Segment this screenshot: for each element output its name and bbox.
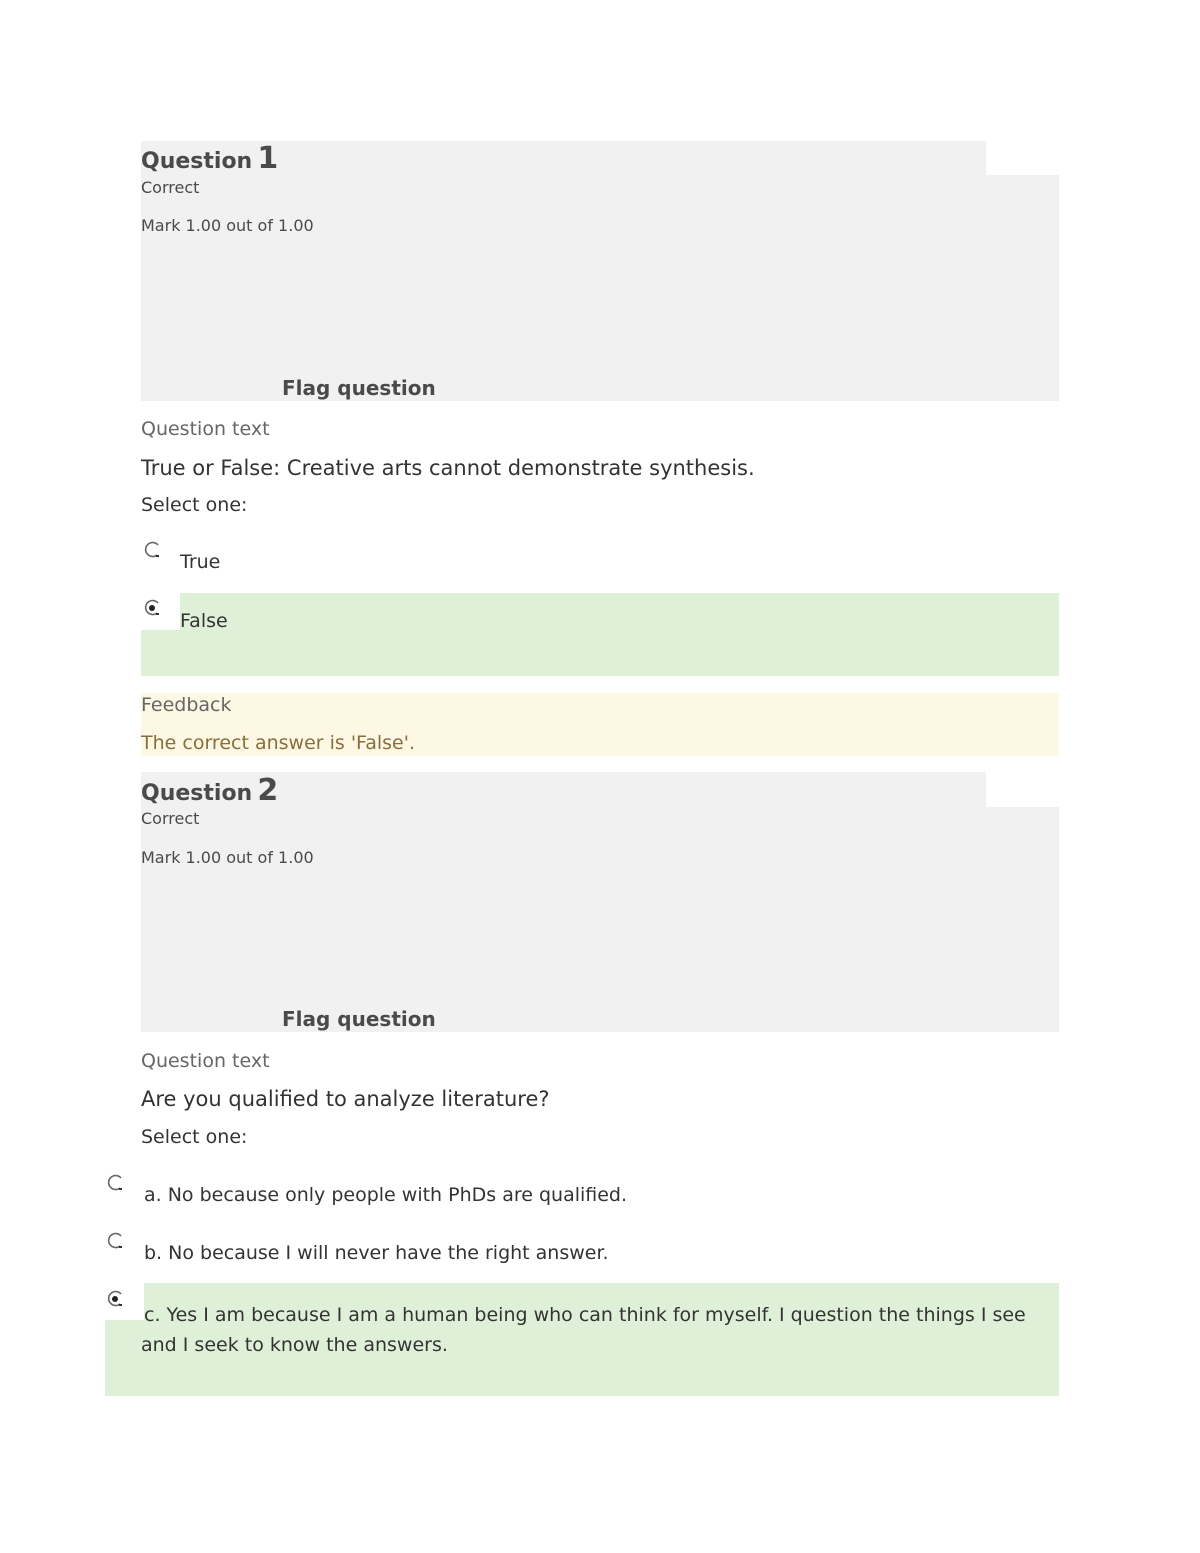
radio-unchecked-icon[interactable] (106, 1231, 126, 1251)
radio-unchecked-icon[interactable] (106, 1173, 126, 1193)
question-grade: Mark 1.00 out of 1.00 (141, 216, 314, 235)
radio-checked-icon[interactable] (106, 1289, 126, 1309)
question-text: Are you qualified to analyze literature? (141, 1087, 550, 1111)
question-grade: Mark 1.00 out of 1.00 (141, 848, 314, 867)
question-info-bg (141, 175, 1059, 401)
answer-label-true[interactable]: True (180, 551, 221, 573)
radio-unchecked-icon[interactable] (143, 540, 163, 560)
question-text: True or False: Creative arts cannot demonstrate synthesis. (141, 456, 755, 480)
question-info-bg (141, 807, 1059, 1032)
answer-label-false[interactable]: False (180, 610, 228, 632)
feedback-label: Feedback (141, 694, 232, 716)
answer-option-a[interactable] (106, 1173, 126, 1197)
answer-option-false[interactable] (143, 598, 163, 622)
question-heading (141, 141, 278, 176)
answer-label-a[interactable]: a. No because only people with PhDs are qualified. (144, 1184, 628, 1206)
question-state: Correct (141, 809, 200, 828)
answer-option-b[interactable] (106, 1231, 126, 1255)
answer-option-c[interactable] (106, 1289, 126, 1313)
select-one-prompt: Select one: (141, 494, 248, 516)
question-number: 1 (257, 141, 279, 176)
answer-option-true[interactable] (143, 540, 163, 564)
feedback-text: The correct answer is 'False'. (141, 732, 416, 754)
radio-checked-icon[interactable] (143, 598, 163, 618)
question-text-label: Question text (141, 1050, 270, 1072)
flag-question-button[interactable]: Flag question (282, 1007, 436, 1031)
flag-question-button[interactable]: Flag question (282, 376, 436, 400)
question-label: Question (141, 781, 253, 806)
question-heading (141, 773, 278, 808)
correct-answer-bg (180, 593, 1059, 630)
question-state: Correct (141, 178, 200, 197)
question-number: 2 (257, 773, 279, 808)
answer-label-b[interactable]: b. No because I will never have the right answer. (144, 1242, 609, 1264)
select-one-prompt: Select one: (141, 1126, 248, 1148)
correct-answer-bg-lower (141, 630, 1059, 676)
question-text-label: Question text (141, 418, 270, 440)
question-label: Question (141, 149, 253, 174)
answer-label-c[interactable]: c. Yes I am because I am a human being who can think for myself. I question the things I see and I seek to know the answers. (141, 1304, 1026, 1356)
